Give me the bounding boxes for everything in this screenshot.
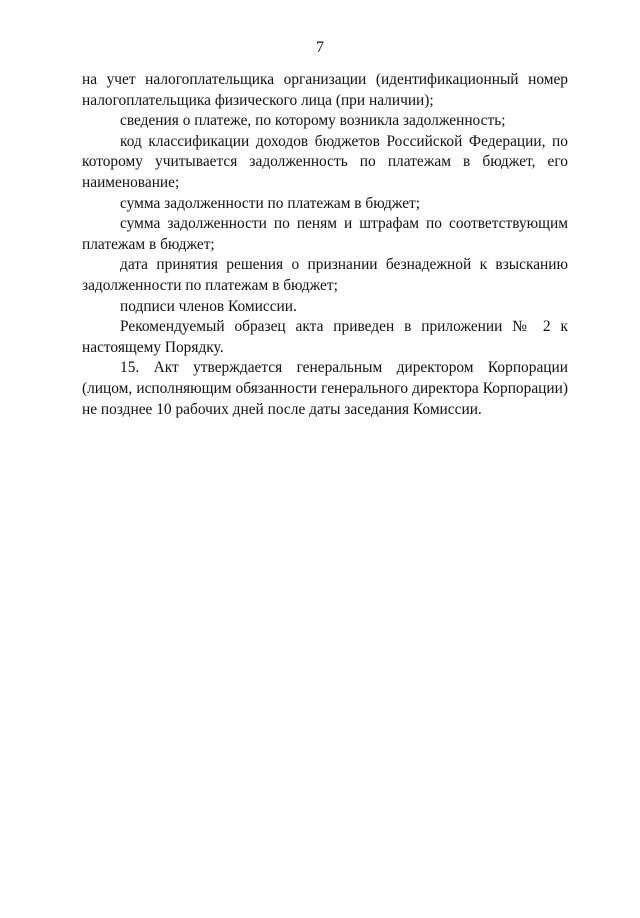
paragraph-penalties-amount: сумма задолженности по пеням и штрафам по соответствующим платежам в бюджет; (82, 215, 568, 253)
paragraph-payment-info: сведения о платеже, по которому возникла задолженность; (120, 112, 506, 130)
document-body (82, 70, 568, 420)
paragraph-budget-code: код классификации доходов бюджетов Российской Федерации, по которому учитывается задолженность по платежам в бюджет, его наименование; (82, 132, 568, 191)
paragraph-act-approval: 15. Акт утверждается генеральным директором Корпорации (лицом, исполняющим обязанности генерального директора Корпорации) не позднее 10 рабочих дней после даты заседания Комиссии. (82, 359, 568, 418)
page-number: 7 (316, 39, 324, 56)
paragraph-sample-act: Рекомендуемый образец акта приведен в приложении № 2 к настоящему Порядку. (82, 318, 568, 356)
paragraph-signatures: подписи членов Комиссии. (120, 297, 297, 315)
paragraph-debt-amount: сумма задолженности по платежам в бюджет; (120, 194, 421, 212)
paragraph-decision-date: дата принятия решения о признании безнадежной к взысканию задолженности по платежам в бюджет; (82, 256, 568, 294)
paragraph-taxpayer-id: на учет налогоплательщика организации (идентификационный номер налогоплательщика физического лица (при наличии); (82, 71, 568, 109)
